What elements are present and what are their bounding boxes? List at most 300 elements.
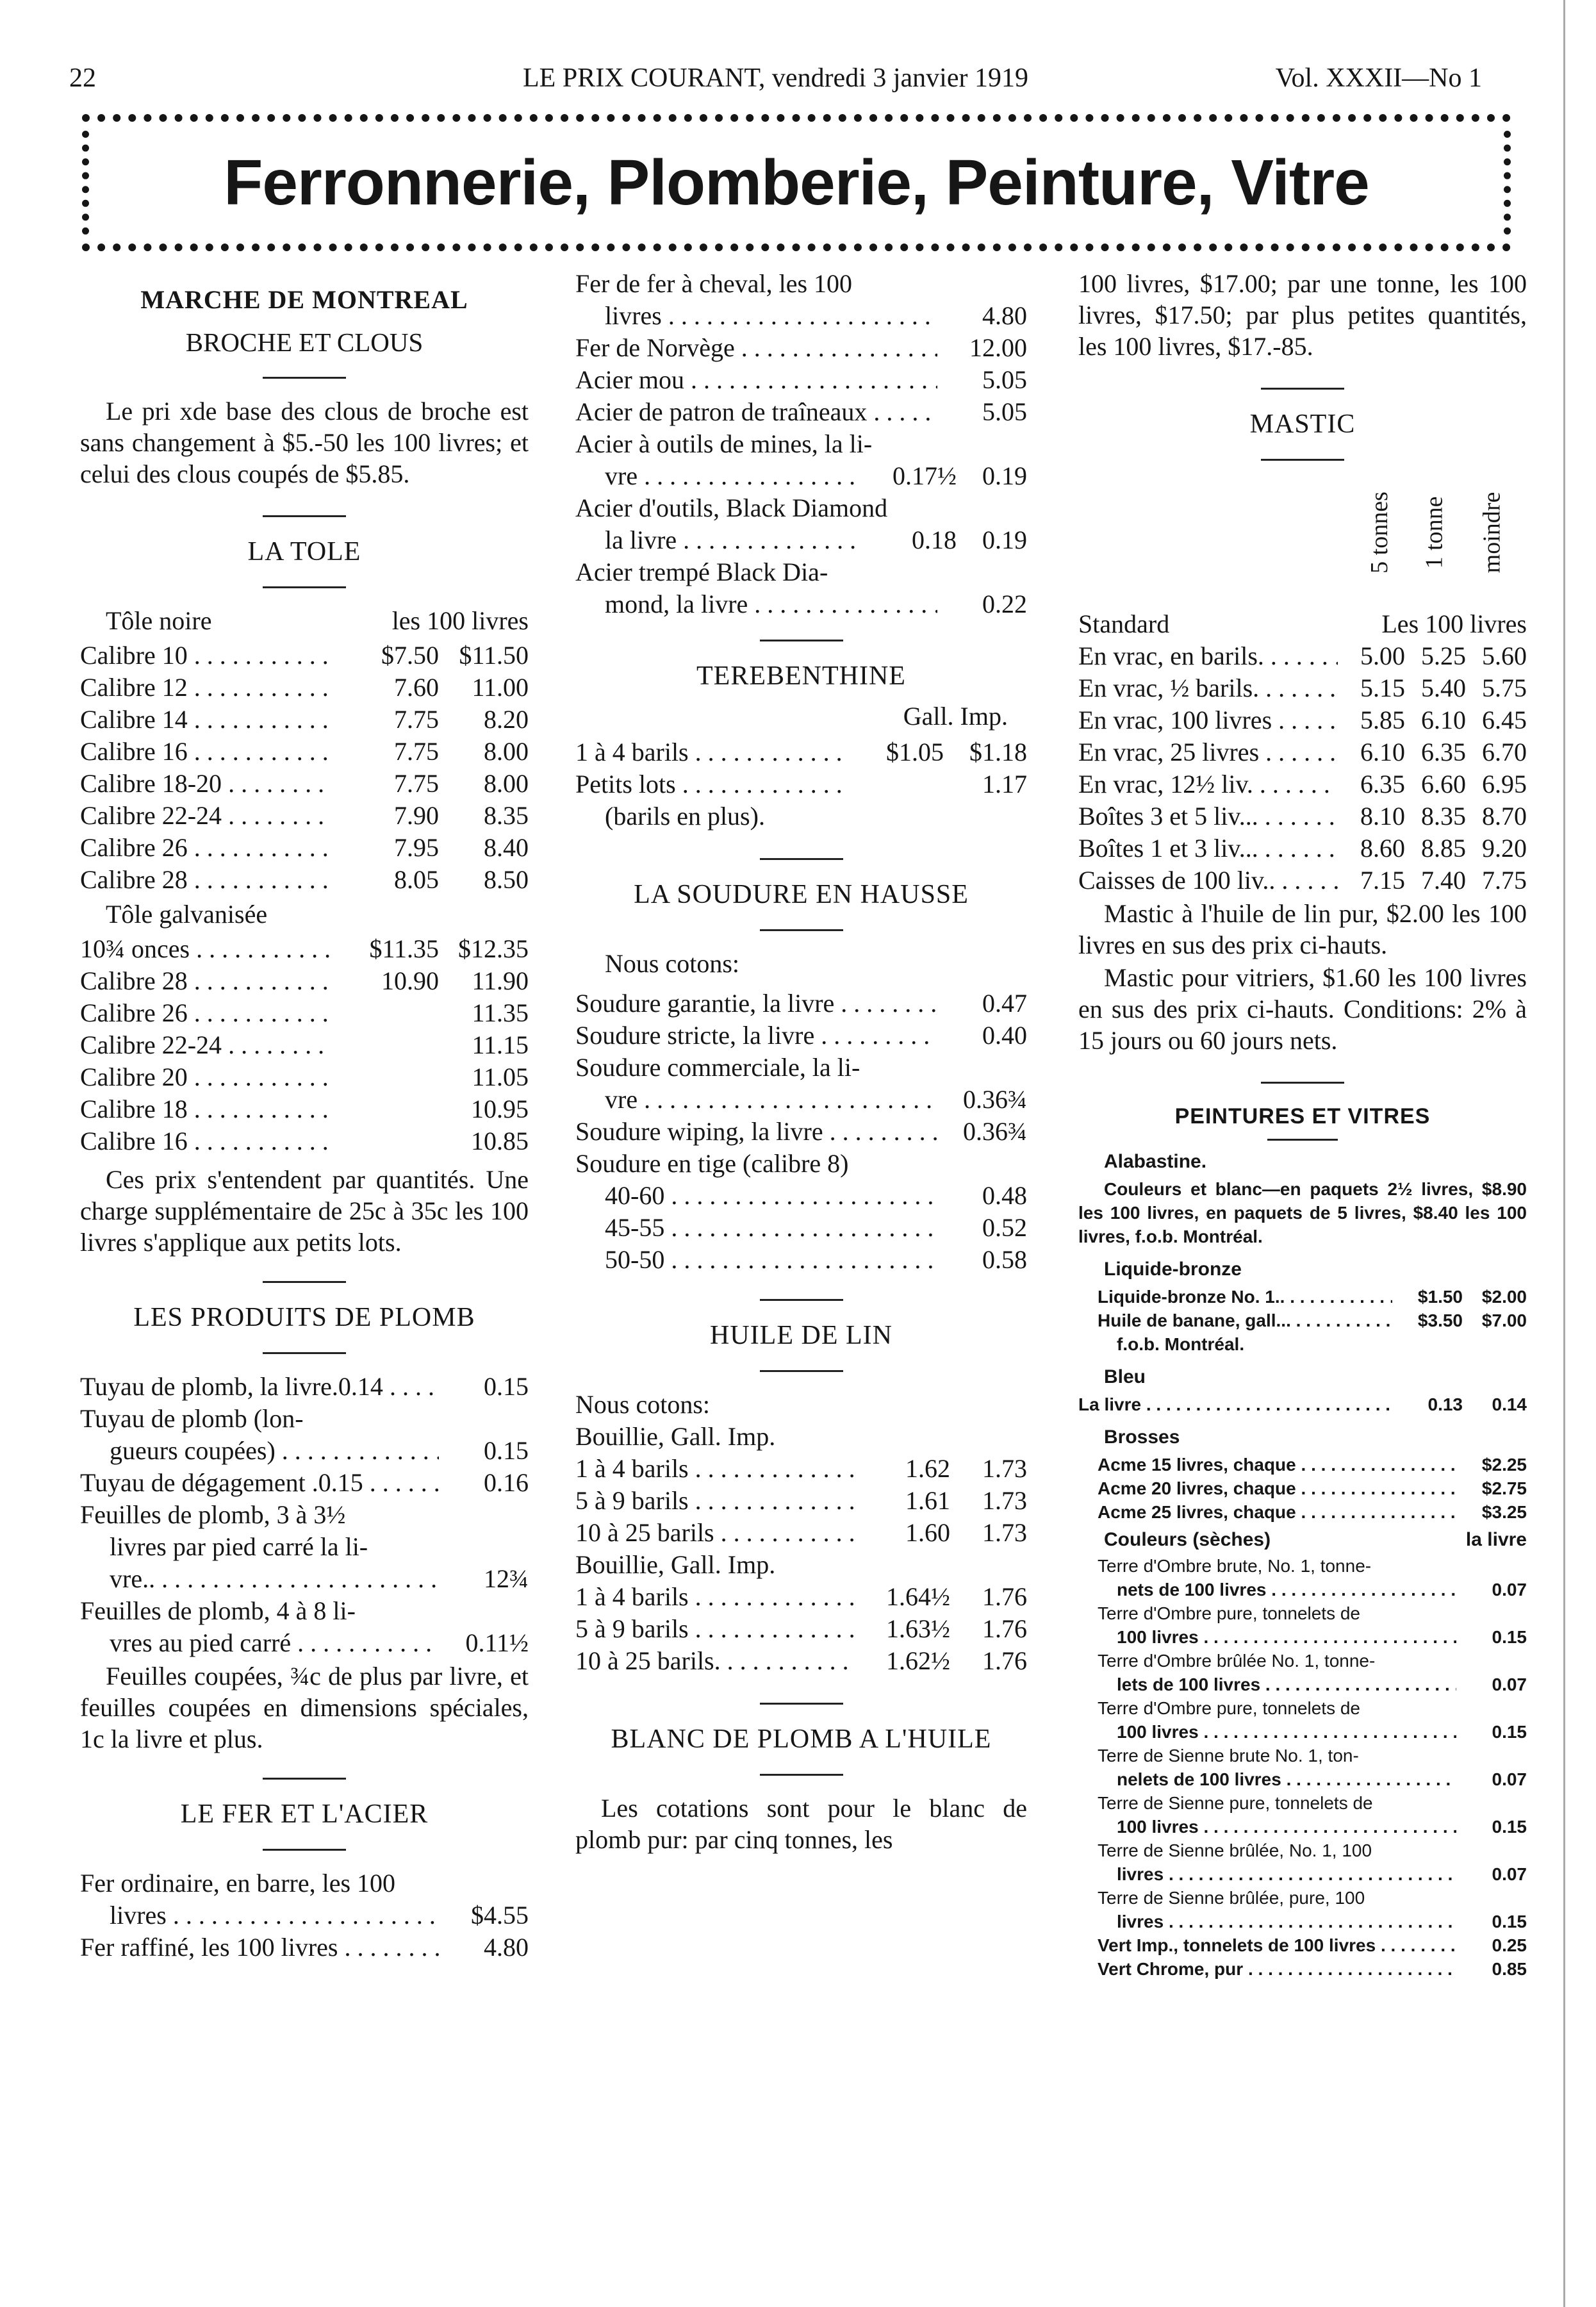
divider: [760, 1774, 843, 1776]
row-label: 10 à 25 barils. . . .: [575, 1645, 854, 1677]
entry-label: Tuyau de plomb, la livre.0.14 . . .: [80, 1371, 439, 1403]
row-label: Calibre 26 . . .: [80, 832, 330, 864]
alabastine-heading: Alabastine.: [1104, 1151, 1207, 1172]
entry-value: 0.47: [982, 989, 1027, 1018]
entry-row: [1098, 1720, 1527, 1744]
row-label: Petits lots . . .: [575, 768, 841, 800]
plomb-heading: LES PRODUITS DE PLOMB: [133, 1303, 475, 1332]
row-label: 10 à 25 barils . . .: [575, 1517, 854, 1549]
entry-label: Terre d'Ombre pure, tonnelets de: [1098, 1603, 1361, 1623]
row-value: $1.18: [969, 738, 1027, 766]
row-value: 5.00: [1360, 641, 1405, 670]
row-label: 1 à 4 barils . . .: [575, 736, 841, 768]
row-value: 6.10: [1421, 706, 1466, 734]
row-value: 6.35: [1360, 770, 1405, 798]
tole-noire-unit: les 100 livres: [391, 606, 529, 635]
row-value: 11.00: [472, 673, 529, 702]
list-item: [1078, 1933, 1527, 1957]
table-row: [1078, 672, 1527, 704]
list-item: [575, 1020, 1027, 1052]
column-2: [575, 268, 1027, 1862]
row-value: 7.75: [394, 737, 439, 766]
row-value: 5.25: [1421, 641, 1466, 670]
table-row: [1078, 800, 1527, 832]
entry-value: 0.15: [1492, 1722, 1527, 1742]
entry-value: 0.07: [1492, 1769, 1527, 1789]
row-label: 10¾ onces . . .: [80, 933, 330, 965]
couleurs-unit: la livre: [1465, 1529, 1527, 1550]
row-label: Calibre 28 . . .: [80, 864, 330, 896]
row-label: Calibre 18 . . .: [80, 1093, 330, 1125]
row-value: 7.75: [1482, 866, 1527, 895]
entry-value: 0.36¾: [963, 1085, 1027, 1114]
row-label: Calibre 22-24 . . .: [80, 800, 330, 832]
soudure-table: [575, 988, 1027, 1180]
entry-label: Soudure commerciale, la li-: [575, 1053, 860, 1082]
row-value: 1.76: [982, 1646, 1027, 1675]
entry-row: [575, 1084, 1027, 1116]
fer-table: [80, 1867, 529, 1964]
row-value: 8.00: [484, 769, 529, 798]
page-number: 22: [69, 63, 96, 93]
entry-row: [575, 332, 1027, 364]
row-value: 1.76: [982, 1614, 1027, 1643]
row-value: 5.85: [1360, 706, 1405, 734]
row-value: 5.60: [1482, 641, 1527, 670]
entry-continuation: nets de 100 livres . . .: [1117, 1578, 1456, 1601]
couleurs-heading: Couleurs (sèches): [1104, 1529, 1271, 1550]
row-value: 0.58: [982, 1245, 1027, 1274]
entry-value: 0.16: [484, 1468, 529, 1497]
row-label: En vrac, 12½ liv. . . .: [1078, 768, 1338, 800]
entry-label: Soudure en tige (calibre 8): [575, 1149, 849, 1178]
table-row: [80, 800, 529, 832]
row-value: 8.00: [484, 737, 529, 766]
list-item: [575, 332, 1027, 364]
row-value: 10.95: [471, 1095, 529, 1123]
row-label: Boîtes 1 et 3 liv... . . .: [1078, 832, 1338, 864]
entry-continuation: livres . . .: [1117, 1862, 1456, 1886]
mastic-heading: MASTIC: [1249, 409, 1356, 439]
entry-label: Soudure garantie, la livre . . .: [575, 988, 937, 1020]
huile-intro: Nous cotons:: [575, 1390, 710, 1419]
row-label: Calibre 20 . . .: [80, 1061, 330, 1093]
table-row: [1078, 1309, 1527, 1332]
market-heading: MARCHE DE MONTREAL: [140, 285, 468, 314]
row-value: 11.90: [472, 966, 529, 995]
table-row: [575, 1453, 1027, 1485]
entry-label: Tuyau de plomb (lon-: [80, 1404, 304, 1433]
tereb-heading: TEREBENTHINE: [696, 661, 906, 691]
entry-value: 0.25: [1492, 1935, 1527, 1955]
entry-row: [1098, 1625, 1527, 1649]
entry-value: 4.80: [982, 301, 1027, 330]
tereb-table: [575, 736, 1027, 800]
tole-note: Ces prix s'entendent par quantités. Une charge supplémentaire de 25c à 35c les 100 livres s'applique aux petits lots.: [80, 1165, 529, 1257]
list-item: [575, 428, 1027, 492]
huile-table-2: [575, 1581, 1027, 1677]
row-label: 1 à 4 barils . . .: [575, 1581, 854, 1613]
entry-row: [1098, 1957, 1527, 1981]
entry-label: Feuilles de plomb, 3 à 3½: [80, 1500, 346, 1529]
entry-label: Terre de Sienne brute No. 1, ton-: [1098, 1746, 1359, 1765]
table-row: [80, 1093, 529, 1125]
couleurs-header: [1104, 1528, 1527, 1551]
list-item: [1078, 1744, 1527, 1791]
row-value: 6.35: [1421, 738, 1466, 766]
row-label: Liquide-bronze No. 1.. . . .: [1098, 1285, 1392, 1309]
table-row: [80, 1029, 529, 1061]
row-value: 1.17: [982, 770, 1027, 798]
table-row: [80, 997, 529, 1029]
row-value: 11.35: [472, 998, 529, 1027]
mastic-table: [1078, 640, 1527, 897]
row-label: Calibre 18-20 . . .: [80, 768, 330, 800]
entry-label: Acier trempé Black Dia-: [575, 558, 828, 586]
entry-label: Fer de fer à cheval, les 100: [575, 269, 853, 298]
running-title: LE PRIX COURANT, vendredi 3 janvier 1919: [523, 63, 1028, 93]
tole-galv-label: Tôle galvanisée: [106, 900, 268, 929]
list-item: [575, 1052, 1027, 1116]
row-value: 0.52: [982, 1213, 1027, 1242]
list-item: [1078, 1696, 1527, 1744]
column-3: [1078, 268, 1527, 1981]
row-label: Calibre 10 . . .: [80, 640, 330, 672]
row-value: 5.15: [1360, 674, 1405, 702]
row-label: Acme 25 livres, chaque . . .: [1098, 1500, 1456, 1524]
row-label: Calibre 28 . . .: [80, 965, 330, 997]
row-value: $1.05: [886, 738, 944, 766]
entry-continuation: vre . . .: [605, 1084, 937, 1116]
row-value: $2.25: [1481, 1455, 1527, 1475]
row-value: 6.45: [1482, 706, 1527, 734]
entry-label: Fer raffiné, les 100 livres . . .: [80, 1931, 439, 1964]
row-value: $7.50: [381, 641, 439, 670]
row-value: $7.00: [1481, 1311, 1527, 1330]
list-item: [1078, 1957, 1527, 1981]
row-value: 8.40: [484, 833, 529, 862]
list-item: [1078, 1601, 1527, 1649]
row-label: 5 à 9 barils . . .: [575, 1613, 854, 1645]
table-row: [575, 1212, 1027, 1244]
divider: [760, 640, 843, 641]
row-value: 8.10: [1360, 802, 1405, 831]
table-row: [575, 1180, 1027, 1212]
row-value: 7.90: [394, 801, 439, 830]
divider: [263, 586, 346, 588]
row-value: 1.62½: [886, 1646, 950, 1675]
row-value: 7.40: [1421, 866, 1466, 895]
row-label: 1 à 4 barils . . .: [575, 1453, 854, 1485]
table-row: [80, 736, 529, 768]
table-row: [80, 832, 529, 864]
entry-label: Soudure wiping, la livre . . .: [575, 1116, 937, 1148]
divider: [760, 1703, 843, 1705]
divider: [760, 1370, 843, 1372]
entry-value: 5.05: [982, 397, 1027, 426]
entry-continuation: livres . . .: [605, 300, 937, 332]
row-value: 8.50: [484, 865, 529, 894]
entry-row: [1098, 1578, 1527, 1601]
list-item: [80, 1931, 529, 1964]
liquide-bronze-table: [1078, 1285, 1527, 1332]
entry-value: 0.15: [484, 1372, 529, 1401]
list-item: [80, 1371, 529, 1403]
table-row: [575, 736, 1027, 768]
entry-row: [575, 1148, 1027, 1180]
entry-row: [1098, 1767, 1527, 1791]
entry-row: [1098, 1862, 1527, 1886]
row-label: Calibre 16 . . .: [80, 736, 330, 768]
entry-row: [575, 460, 1027, 492]
row-value: 1.61: [905, 1486, 950, 1515]
peintures-vitres-list: [1078, 1150, 1527, 1981]
row-value: 10.85: [471, 1127, 529, 1155]
bleu-row: [1078, 1393, 1527, 1416]
huile-table-1: [575, 1453, 1027, 1549]
list-item: [575, 556, 1027, 620]
row-label: Calibre 16 . . .: [80, 1125, 330, 1157]
row-value: 7.60: [394, 673, 439, 702]
table-row: [1078, 1500, 1527, 1524]
mastic-head-2: 1 tonne: [1420, 496, 1447, 569]
table-row: [80, 1125, 529, 1157]
row-value: $1.50: [1417, 1287, 1463, 1307]
tole-noire-table: [80, 640, 529, 896]
plomb-note: Feuilles coupées, ¾c de plus par livre, et feuilles coupées en dimensions spéciales, 1c la livre et plus.: [80, 1662, 529, 1753]
tole-heading: LA TOLE: [247, 537, 361, 566]
entry-row: [575, 988, 1027, 1020]
divider: [760, 1299, 843, 1301]
row-value: 8.70: [1482, 802, 1527, 831]
entry-continuation: livres par pied carré la li-: [110, 1532, 368, 1561]
row-value: 7.95: [394, 833, 439, 862]
entry-continuation: vres au pied carré . . .: [110, 1627, 439, 1659]
list-item: [1078, 1554, 1527, 1601]
row-label: Acme 15 livres, chaque . . .: [1098, 1453, 1456, 1476]
entry-label: Vert Imp., tonnelets de 100 livres . . .: [1098, 1933, 1456, 1957]
entry-value: 0.85: [1492, 1959, 1527, 1979]
entry-continuation: la livre . . .: [605, 524, 860, 556]
divider: [263, 1352, 346, 1354]
table-row: [80, 965, 529, 997]
table-row: [1078, 864, 1527, 897]
entry-label: Soudure stricte, la livre . . .: [575, 1020, 937, 1052]
entry-label: Terre de Sienne pure, tonnelets de: [1098, 1793, 1373, 1813]
row-value: 6.70: [1482, 738, 1527, 766]
entry-row: [1098, 1673, 1527, 1696]
entry-value: 0.40: [982, 1021, 1027, 1050]
table-row: [1078, 1285, 1527, 1309]
entry-continuation: mond, la livre . . .: [605, 588, 937, 620]
row-value: 8.85: [1421, 834, 1466, 863]
entry-continuation: vre . . .: [605, 460, 860, 492]
row-value: 7.15: [1360, 866, 1405, 895]
entry-value: 0.19: [982, 461, 1027, 490]
table-row: [1078, 832, 1527, 864]
list-item: [575, 364, 1027, 396]
row-value: $2.00: [1481, 1287, 1527, 1307]
list-item: [575, 1148, 1027, 1180]
entry-label: Terre de Sienne brûlée, No. 1, 100: [1098, 1840, 1372, 1860]
row-value: 1.73: [982, 1518, 1027, 1547]
divider: [760, 858, 843, 860]
section-banner: [82, 114, 1511, 251]
divider: [760, 929, 843, 931]
liquide-bronze-heading: Liquide-bronze: [1104, 1259, 1242, 1280]
running-head: [69, 59, 1482, 97]
entry-value: 0.11½: [465, 1628, 529, 1657]
divider: [263, 1778, 346, 1780]
bleu-value-1: 0.13: [1427, 1394, 1463, 1414]
entry-value: 0.19: [982, 525, 1027, 554]
table-row: [80, 768, 529, 800]
mastic-note-2: Mastic pour vitriers, $1.60 les 100 livres en sus des prix ci-hauts. Conditions: 2% à 15 jours ou 60 jours nets.: [1078, 963, 1527, 1055]
row-value: 7.75: [394, 769, 439, 798]
broche-heading: BROCHE ET CLOUS: [185, 327, 424, 357]
list-item: [80, 1499, 529, 1595]
list-item: [80, 1403, 529, 1467]
entry-continuation: nelets de 100 livres . . .: [1117, 1767, 1456, 1791]
row-label: Calibre 12 . . .: [80, 672, 330, 704]
entry-label: Terre de Sienne brûlée, pure, 100: [1098, 1888, 1365, 1908]
row-value: 6.60: [1421, 770, 1466, 798]
row-value: 1.64½: [886, 1582, 950, 1611]
entry-label: Fer de Norvège . . .: [575, 332, 937, 364]
table-row: [80, 672, 529, 704]
list-item: [575, 396, 1027, 428]
row-label: 5 à 9 barils . . .: [575, 1485, 854, 1517]
list-item: [80, 1867, 529, 1931]
mastic-standard-label: Standard: [1078, 609, 1170, 638]
row-label: En vrac, ½ barils. . . .: [1078, 672, 1338, 704]
entry-row: [80, 1435, 529, 1467]
list-item: [1078, 1649, 1527, 1696]
row-value: 1.73: [982, 1486, 1027, 1515]
entry-continuation: 100 livres . . .: [1117, 1720, 1456, 1744]
entry-label: Terre d'Ombre pure, tonnelets de: [1098, 1698, 1361, 1718]
entry-label: Acier à outils de mines, la li-: [575, 429, 873, 458]
table-row: [575, 1244, 1027, 1276]
mastic-subheader: [1078, 608, 1527, 640]
entry-label: Fer ordinaire, en barre, les 100: [80, 1869, 396, 1898]
entry-row: [80, 1627, 529, 1659]
row-value: 8.35: [1421, 802, 1466, 831]
entry-row: [80, 1899, 529, 1931]
row-value: 5.75: [1482, 674, 1527, 702]
row-label: 40-60 . . .: [605, 1180, 937, 1212]
table-row: [80, 640, 529, 672]
mastic-column-heads: [1078, 461, 1527, 608]
huile-sub2: Bouillie, Gall. Imp.: [575, 1550, 776, 1579]
row-value: 1.62: [905, 1454, 950, 1483]
row-value: $3.50: [1417, 1311, 1463, 1330]
entry-continuation: livres . . .: [110, 1899, 439, 1931]
liquide-bronze-fob: f.o.b. Montréal.: [1117, 1334, 1245, 1354]
entry-continuation: gueurs coupées) . . .: [110, 1435, 439, 1467]
row-value: 10.90: [381, 966, 439, 995]
row-value: 1.63½: [886, 1614, 950, 1643]
table-row: [80, 1061, 529, 1093]
table-row: [575, 1581, 1027, 1613]
fer-heading: LE FER ET L'ACIER: [180, 1799, 429, 1829]
fer-acier-table: [575, 268, 1027, 620]
row-label: Calibre 22-24 . . .: [80, 1029, 330, 1061]
row-label: En vrac, en barils. . . .: [1078, 640, 1338, 672]
row-value: $3.25: [1481, 1502, 1527, 1522]
row-label: Boîtes 3 et 5 liv... . . .: [1078, 800, 1338, 832]
entry-value: 0.17½: [893, 461, 957, 490]
divider: [263, 377, 346, 379]
entry-row: [575, 300, 1027, 332]
blanc-text: Les cotations sont pour le blanc de plomb pur: par cinq tonnes, les: [575, 1794, 1027, 1854]
entry-value: 0.15: [1492, 1912, 1527, 1931]
page-edge-rule: [1563, 0, 1565, 2307]
soudure-heading: LA SOUDURE EN HAUSSE: [634, 880, 969, 909]
pv-heading: PEINTURES ET VITRES: [1174, 1104, 1431, 1129]
table-row: [80, 704, 529, 736]
entry-value: 0.36¾: [963, 1117, 1027, 1146]
plomb-table: [80, 1371, 529, 1659]
entry-label: Acier d'outils, Black Diamond: [575, 493, 888, 522]
column-1: [80, 268, 529, 1964]
divider: [263, 1849, 346, 1851]
row-value: 1.73: [982, 1454, 1027, 1483]
row-value: 8.20: [484, 705, 529, 734]
row-value: 8.35: [484, 801, 529, 830]
brosses-heading: Brosses: [1104, 1426, 1180, 1448]
bleu-value-2: 0.14: [1492, 1394, 1527, 1414]
entry-value: 12.00: [969, 333, 1027, 362]
row-label: 45-55 . . .: [605, 1212, 937, 1244]
mastic-head-1: 5 tonnes: [1366, 492, 1393, 574]
table-row: [575, 1613, 1027, 1645]
entry-value: 0.15: [1492, 1817, 1527, 1837]
table-row: [1078, 1476, 1527, 1500]
entry-value: 5.05: [982, 365, 1027, 394]
entry-row: [575, 364, 1027, 396]
entry-label: Acier de patron de traîneaux . . .: [575, 396, 937, 428]
alabastine-text: Couleurs et blanc—en paquets 2½ livres, $8.90 les 100 livres, en paquets de 5 livres, $8.40 les 100 livres, f.o.b. Montréal.: [1078, 1179, 1527, 1246]
row-label: Huile de banane, gall... . . .: [1098, 1309, 1392, 1332]
table-row: [1078, 768, 1527, 800]
entry-row: [575, 588, 1027, 620]
entry-label: Vert Chrome, pur . . .: [1098, 1957, 1456, 1981]
table-row: [1078, 736, 1527, 768]
entry-label: Feuilles de plomb, 4 à 8 li-: [80, 1596, 356, 1625]
row-label: En vrac, 100 livres . . .: [1078, 704, 1338, 736]
row-value: $11.35: [369, 934, 439, 963]
entry-continuation: 100 livres . . .: [1117, 1625, 1456, 1649]
table-row: [80, 864, 529, 896]
row-label: En vrac, 25 livres . . .: [1078, 736, 1338, 768]
row-value: 0.48: [982, 1181, 1027, 1210]
list-item: [1078, 1886, 1527, 1933]
row-value: 11.05: [472, 1063, 529, 1091]
table-row: [80, 933, 529, 965]
tole-noire-header: [80, 605, 529, 637]
entry-value: $4.55: [471, 1901, 529, 1930]
bleu-heading: Bleu: [1104, 1366, 1146, 1387]
huile-sub1: Bouillie, Gall. Imp.: [575, 1422, 776, 1451]
entry-value: 0.07: [1492, 1864, 1527, 1884]
table-row: [575, 768, 1027, 800]
row-label: Calibre 14 . . .: [80, 704, 330, 736]
list-item: [80, 1595, 529, 1659]
mastic-unit: Les 100 livres: [1381, 609, 1527, 638]
row-label: Calibre 26 . . .: [80, 997, 330, 1029]
entry-label: Tuyau de dégagement .0.15 . . .: [80, 1467, 439, 1499]
